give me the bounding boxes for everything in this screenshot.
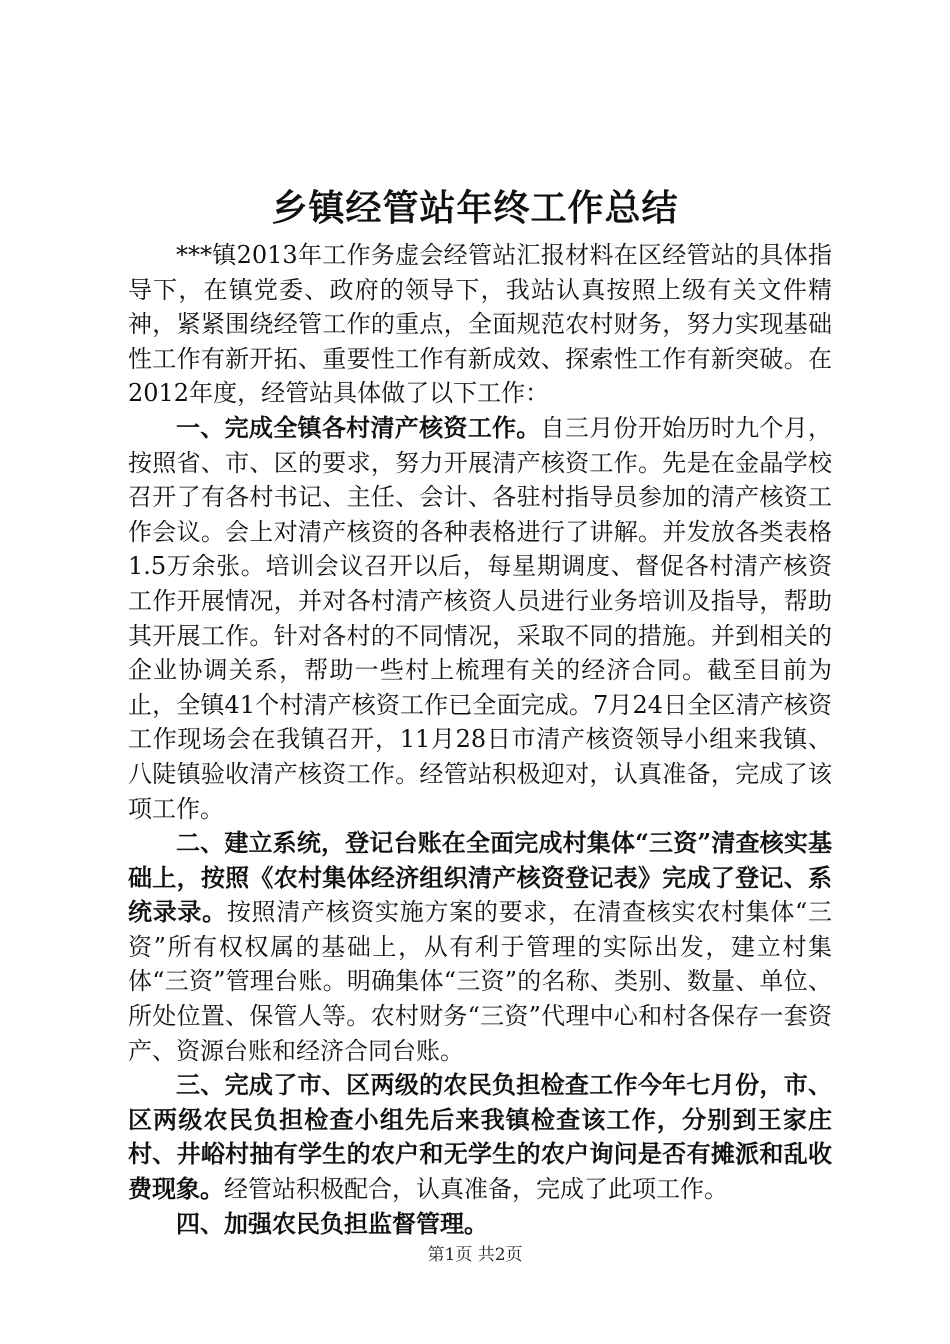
section-2-heading: 二、建立系统，登记台账在全面完成村集体“三资”清查核实基础上，按照《农村集体经济组织清产核资登记表》完成了登记、系统录录。 xyxy=(128,828,832,927)
section-2-body: 按照清产核资实施方案的要求，在清查核实农村集体“三资”所有权权属的基础上，从有利于管理的实际出发，建立村集体“三资”管理台账。明确集体“三资”的名称、类别、数量、单位、所处位置、保管人等。农村财务“三资”代理中心和村各保存一套资产、资源台账和经济合同台账。 xyxy=(128,898,832,1065)
page-number-footer: 第1页 共2页 xyxy=(427,1245,523,1265)
section-3-heading: 三、完成了市、区两级的农民负担检查工作今年七月份，市、区两级农民负担检查小组先后来我镇检查该工作，分别到王家庄村、井峪村抽有学生的农户和无学生的农户询问是否有摊派和乱收费现象。 xyxy=(128,1070,832,1204)
section-2-paragraph xyxy=(128,826,832,1068)
intro-paragraph: ***镇2013年工作务虚会经管站汇报材料在区经管站的具体指导下，在镇党委、政府的领导下，我站认真按照上级有关文件精神，紧紧围绕经管工作的重点，全面规范农村财务，努力实现基础性工作有新开拓、重要性工作有新成效、探索性工作有新突破。在2012年度，经管站具体做了以下工作： xyxy=(128,241,832,408)
section-3-paragraph xyxy=(128,1068,832,1206)
section-3-body: 经管站积极配合，认真准备，完成了此项工作。 xyxy=(224,1175,728,1204)
section-4-paragraph xyxy=(128,1207,832,1242)
document-body xyxy=(128,238,832,1241)
section-1-paragraph xyxy=(128,411,832,826)
section-1-heading: 一、完成全镇各村清产核资工作。 xyxy=(176,412,541,442)
document-title: 乡镇经管站年终工作总结 xyxy=(271,187,679,229)
section-1-body: 自三月份开始历时九个月，按照省、市、区的要求，努力开展清产核资工作。先是在金晶学校召开了有各村书记、主任、会计、各驻村指导员参加的清产核资工作会议。会上对清产核资的各种表格进行了讲解。并发放各类表格1.5万余张。培训会议召开以后，每星期调度、督促各村清产核资工作开展情况，并对各村清产核资人员进行业务培训及指导，帮助其开展工作。针对各村的不同情况，采取不同的措施。并到相关的企业协调关系，帮助一些村上梳理有关的经济合同。截至目前为止，全镇41个村清产核资工作已全面完成。7月24日全区清产核资工作现场会在我镇召开，11月28日市清产核资领导小组来我镇、八陡镇验收清产核资工作。经管站积极迎对，认真准备，完成了该项工作。 xyxy=(128,413,833,823)
section-4-heading: 四、加强农民负担监督管理。 xyxy=(176,1208,488,1238)
